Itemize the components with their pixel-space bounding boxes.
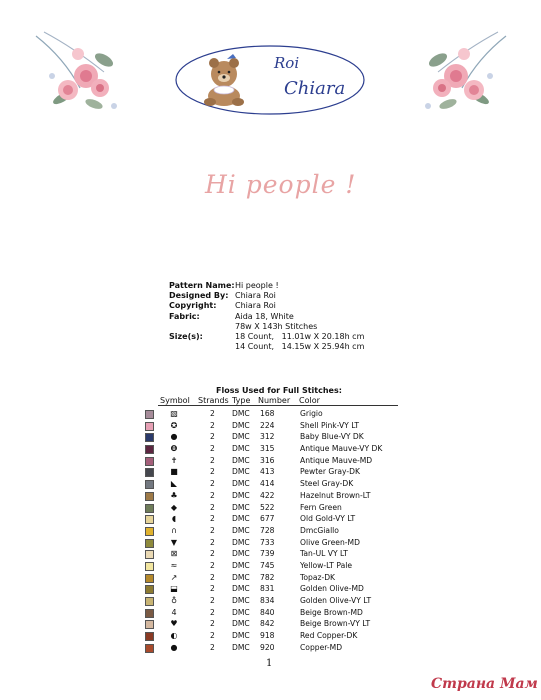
floss-symbol: ♣	[170, 490, 178, 500]
floss-symbol: ■	[170, 467, 178, 477]
floss-table	[144, 408, 404, 653]
color-swatch	[145, 644, 154, 653]
floss-strands: 2	[210, 584, 215, 594]
floss-symbol: ◆	[170, 502, 178, 512]
floss-symbol: ❽	[170, 444, 178, 454]
info-row	[169, 291, 364, 301]
floss-color-name: Grigio	[300, 409, 323, 418]
color-swatch	[145, 562, 154, 571]
floss-strands: 2	[210, 549, 215, 559]
floss-symbol: ✝	[170, 455, 178, 465]
floss-strands: 2	[210, 631, 215, 641]
floss-number: 414	[260, 479, 275, 489]
floss-strands: 2	[210, 432, 215, 442]
col-strands: Strands	[198, 396, 229, 405]
floss-color-name: Red Copper-DK	[300, 631, 358, 641]
floss-type: DMC	[232, 432, 250, 442]
floss-color-name: Golden Olive-MD	[300, 584, 364, 594]
floss-row	[144, 595, 404, 607]
floss-number: 312	[260, 432, 275, 442]
floss-type: DMC	[232, 642, 250, 652]
floss-strands: 2	[210, 467, 215, 477]
floss-color-name: Beige Brown-MD	[300, 607, 363, 617]
floss-symbol: ♥	[170, 619, 178, 629]
color-swatch	[145, 585, 154, 594]
floss-color-name: Yellow-LT Pale	[300, 560, 353, 570]
color-swatch	[145, 597, 154, 606]
floss-symbol: ●	[170, 432, 178, 442]
floss-strands: 2	[210, 502, 215, 512]
color-swatch	[145, 527, 154, 536]
floss-color-name: Tan-UL VY LT	[300, 549, 348, 559]
color-swatch	[145, 504, 154, 513]
info-label	[169, 342, 235, 352]
floss-number: 920	[260, 642, 275, 652]
floss-row	[144, 455, 404, 467]
info-value: Chiara Roi	[235, 301, 276, 311]
info-value: 18 Count, 11.01w X 20.18h cm	[235, 332, 365, 342]
floss-number: 728	[260, 525, 275, 535]
floss-number: 413	[260, 467, 275, 477]
floss-table-title: Floss Used for Full Stitches:	[216, 386, 342, 395]
floss-row	[144, 630, 404, 642]
floss-row	[144, 420, 404, 432]
floss-strands: 2	[210, 420, 215, 430]
floss-number: 840	[260, 607, 275, 617]
floss-row	[144, 642, 404, 654]
color-swatch	[145, 620, 154, 629]
floss-strands: 2	[210, 479, 215, 489]
floss-number: 522	[260, 502, 275, 512]
floss-type: DMC	[232, 502, 250, 512]
floss-type: DMC	[232, 549, 250, 559]
floss-type: DMC	[232, 420, 250, 430]
info-label: Size(s):	[169, 332, 203, 342]
floss-strands: 2	[210, 537, 215, 547]
floss-symbol: ◣	[170, 479, 178, 489]
rose-corner-right	[412, 28, 508, 120]
floss-color-name: Fern Green	[300, 502, 342, 512]
floss-strands: 2	[210, 607, 215, 617]
floss-color-name: Golden Olive-VY LT	[300, 596, 372, 605]
floss-symbol: ✪	[170, 420, 178, 430]
floss-number: 782	[260, 572, 275, 582]
floss-symbol: ◖	[171, 514, 177, 524]
color-swatch	[145, 515, 154, 524]
floss-number: 739	[260, 549, 275, 559]
floss-strands: 2	[210, 572, 215, 582]
floss-color-name: Copper-MD	[300, 642, 343, 652]
pattern-title: Hi people !	[205, 170, 357, 199]
floss-row	[144, 560, 404, 572]
floss-row	[144, 583, 404, 595]
floss-row	[144, 443, 404, 455]
floss-strands: 2	[210, 560, 215, 570]
floss-row	[144, 525, 404, 537]
floss-strands: 2	[210, 619, 215, 629]
floss-type: DMC	[232, 467, 250, 477]
color-swatch	[145, 632, 154, 641]
floss-number: 422	[260, 490, 275, 500]
floss-number: 168	[260, 409, 275, 418]
header-divider	[158, 405, 398, 406]
floss-type: DMC	[232, 596, 250, 605]
floss-number: 745	[260, 560, 275, 570]
floss-strands: 2	[210, 596, 215, 605]
color-swatch	[145, 410, 154, 419]
floss-number: 224	[260, 420, 275, 430]
floss-row	[144, 431, 404, 443]
floss-type: DMC	[232, 607, 250, 617]
info-value: 14 Count, 14.15w X 25.94h cm	[235, 342, 365, 352]
floss-symbol: ●	[170, 642, 178, 652]
floss-row	[144, 618, 404, 630]
floss-symbol: ↗	[170, 572, 178, 582]
floss-type: DMC	[232, 560, 250, 570]
floss-type: DMC	[232, 479, 250, 489]
floss-strands: 2	[210, 455, 215, 465]
pattern-info	[169, 281, 364, 352]
info-row	[169, 332, 364, 342]
info-value: Aida 18, White	[235, 311, 294, 321]
info-label: Designed By:	[169, 291, 229, 301]
floss-strands: 2	[210, 444, 215, 454]
color-swatch	[145, 422, 154, 431]
floss-number: 834	[260, 596, 275, 605]
floss-row	[144, 513, 404, 525]
watermark: Страна Мам	[431, 676, 538, 692]
floss-row	[144, 537, 404, 549]
rose-corner-left	[34, 28, 130, 120]
color-swatch	[145, 574, 154, 583]
logo-text-chiara: Chiara	[284, 78, 346, 99]
floss-row	[144, 502, 404, 514]
floss-symbol: ⬓	[170, 584, 178, 594]
floss-color-name: Beige Brown-VY LT	[300, 619, 371, 629]
floss-row	[144, 466, 404, 478]
floss-color-name: Pewter Gray-DK	[300, 467, 360, 477]
color-swatch	[145, 492, 154, 501]
floss-number: 842	[260, 619, 275, 629]
floss-type: DMC	[232, 490, 250, 500]
floss-number: 315	[260, 444, 275, 454]
info-label	[169, 322, 235, 332]
col-type: Type	[232, 396, 251, 405]
floss-color-name: Topaz-DK	[300, 572, 336, 582]
color-swatch	[145, 480, 154, 489]
info-row	[169, 301, 364, 311]
floss-strands: 2	[210, 642, 215, 652]
floss-type: DMC	[232, 455, 250, 465]
floss-type: DMC	[232, 631, 250, 641]
info-row	[169, 312, 364, 322]
floss-number: 316	[260, 455, 275, 465]
floss-symbol: ♁	[171, 596, 177, 605]
floss-symbol: ◐	[170, 631, 178, 641]
info-row	[169, 281, 364, 291]
designer-logo	[174, 44, 366, 116]
info-label: Copyright:	[169, 301, 217, 311]
floss-type: DMC	[232, 514, 250, 524]
floss-number: 677	[260, 514, 275, 524]
floss-row	[144, 548, 404, 560]
page-number: 1	[266, 658, 273, 669]
floss-row	[144, 607, 404, 619]
floss-color-name: Olive Green-MD	[300, 537, 360, 547]
floss-strands: 2	[210, 490, 215, 500]
floss-color-name: Antique Mauve-VY DK	[300, 444, 383, 454]
floss-type: DMC	[232, 409, 250, 418]
floss-type: DMC	[232, 444, 250, 454]
info-value: 78w X 143h Stitches	[235, 321, 318, 331]
info-row	[169, 342, 364, 352]
floss-symbol: ▼	[170, 537, 178, 547]
floss-symbol: ∩	[171, 525, 177, 535]
floss-symbol: ▧	[170, 409, 178, 418]
floss-strands: 2	[210, 525, 215, 535]
floss-row	[144, 572, 404, 584]
floss-number: 918	[260, 631, 275, 641]
info-value: Chiara Roi	[235, 291, 276, 301]
color-swatch	[145, 445, 154, 454]
color-swatch	[145, 539, 154, 548]
floss-symbol: ≈	[170, 560, 178, 570]
col-symbol: Symbol	[160, 396, 190, 405]
floss-color-name: Antique Mauve-MD	[300, 455, 373, 465]
color-swatch	[145, 468, 154, 477]
col-color: Color	[299, 396, 320, 405]
color-swatch	[145, 457, 154, 466]
info-label: Fabric:	[169, 311, 200, 321]
floss-number: 733	[260, 537, 275, 547]
floss-type: DMC	[232, 572, 250, 582]
floss-color-name: Old Gold-VY LT	[300, 514, 356, 524]
floss-color-name: Shell Pink-VY LT	[300, 420, 360, 430]
logo-text-roi: Roi	[274, 54, 300, 72]
floss-color-name: DmcGiallo	[300, 525, 339, 535]
color-swatch	[145, 609, 154, 618]
floss-symbol: ⊠	[170, 549, 178, 559]
floss-row	[144, 478, 404, 490]
info-label: Pattern Name:	[169, 281, 235, 290]
info-value: Hi people !	[235, 281, 279, 290]
floss-strands: 2	[210, 514, 215, 524]
floss-type: DMC	[232, 584, 250, 594]
floss-color-name: Steel Gray-DK	[300, 479, 354, 489]
floss-color-name: Hazelnut Brown-LT	[300, 490, 371, 500]
floss-type: DMC	[232, 537, 250, 547]
color-swatch	[145, 433, 154, 442]
floss-number: 831	[260, 584, 275, 594]
color-swatch	[145, 550, 154, 559]
col-number: Number	[258, 396, 291, 405]
floss-strands: 2	[210, 409, 215, 418]
floss-row	[144, 490, 404, 502]
floss-symbol: 4	[171, 607, 177, 617]
floss-color-name: Baby Blue-VY DK	[300, 432, 364, 442]
info-row	[169, 322, 364, 332]
floss-type: DMC	[232, 525, 250, 535]
floss-row	[144, 408, 404, 420]
floss-type: DMC	[232, 619, 250, 629]
